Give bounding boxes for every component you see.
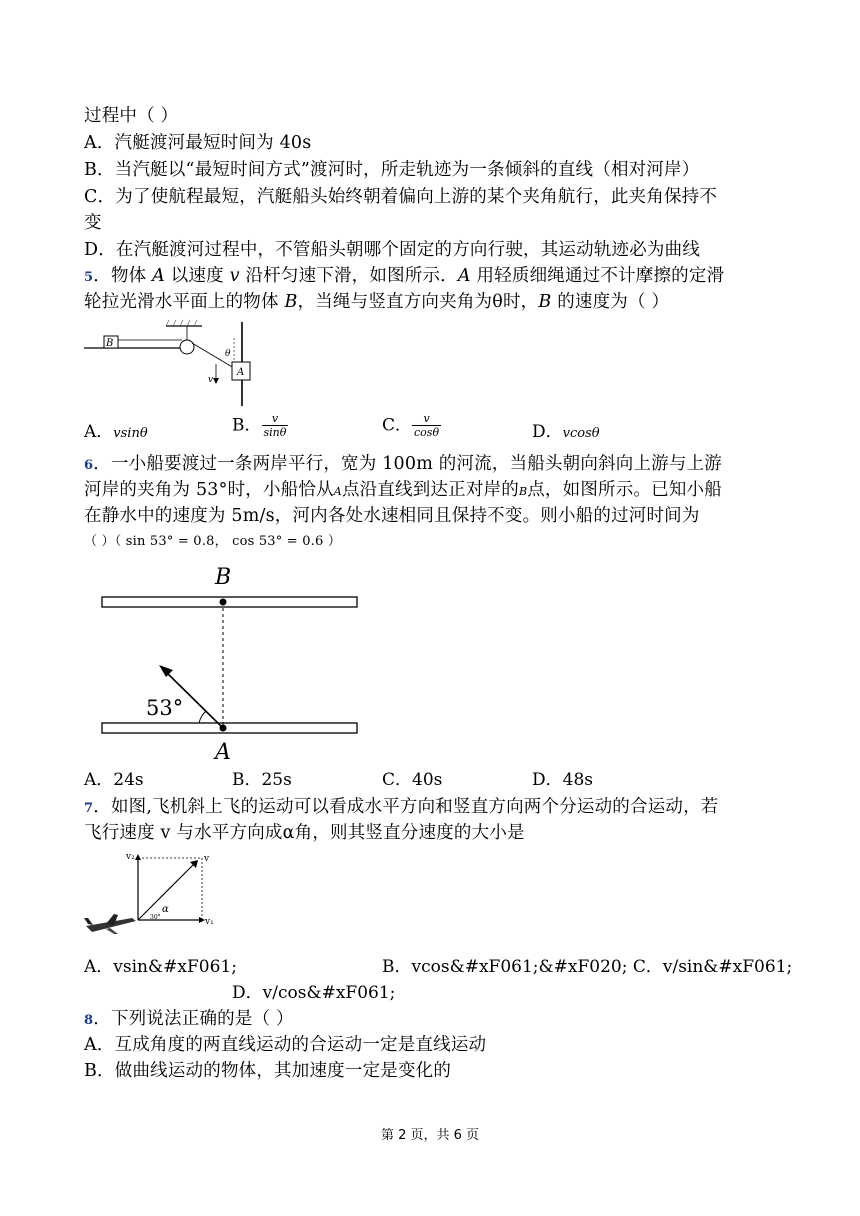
option-letter: D． — [532, 422, 563, 442]
option-letter: A． — [84, 422, 114, 442]
q5-var: B — [538, 292, 552, 312]
q5-text: 用轻质细绳通过不计摩擦的定滑 — [470, 266, 725, 286]
bottom-bank — [102, 723, 357, 733]
q5-option-b — [232, 412, 288, 439]
angle-label: 53° — [146, 696, 184, 720]
q4-option-c-cont: 变 — [84, 213, 102, 233]
q6-text: 河岸的夹角为 53°时，小船恰从 — [84, 480, 334, 500]
fraction-denominator: sinθ — [263, 426, 287, 439]
q5-figure-pulley — [84, 318, 264, 410]
q6-point: B — [518, 485, 528, 498]
q5-number: 5 — [84, 270, 94, 285]
q7-stem-line1 — [84, 795, 719, 821]
q6-option-c: C．40s — [382, 770, 443, 790]
pulley — [180, 340, 194, 354]
q6-text: 点沿直线到达正对岸的 — [341, 480, 519, 500]
q5-text: 以速度 — [164, 266, 230, 286]
q5-var: A — [457, 266, 471, 286]
q7-figure-airplane — [84, 846, 224, 938]
q6-number: 6 — [84, 458, 94, 473]
option-text: D．v/cos&#xF061; — [232, 983, 396, 1003]
alpha-label: α — [162, 904, 169, 915]
q7-text: ．如图,飞机斜上飞的运动可以看成水平方向和竖直方向两个分运动的合运动，若 — [93, 797, 719, 817]
q6-option-d: D．48s — [532, 770, 593, 790]
q5-text: 轮拉光滑水平面上的物体 — [84, 292, 285, 312]
fraction-denominator: cosθ — [414, 426, 440, 439]
q6-option-a: A．24s — [84, 770, 144, 790]
q5-var: B — [284, 292, 298, 312]
q5-text: 沿杆匀速下滑，如图所示． — [239, 266, 458, 286]
option-text: A．vsin&#xF061; — [84, 957, 237, 977]
q6-stem-line1 — [84, 452, 722, 478]
q4-option-b: B．当汽艇以“最短时间方式”渡河时，所走轨迹为一条倾斜的直线（相对河岸） — [84, 160, 700, 180]
q6-stem-line4: （ ）（ sin 53° = 0.8， cos 53° = 0.6 ） — [84, 534, 342, 549]
q7-stem-line2: 飞行速度 v 与水平方向成α角，则其竖直分速度的大小是 — [84, 823, 525, 843]
q6-stem-line2 — [84, 478, 722, 504]
q4-stem-tail: 过程中（ ） — [84, 106, 179, 126]
point-b-label: B — [215, 565, 232, 590]
option-text: B．vcos&#xF061;&#xF020; C．v/sin&#xF061; — [382, 957, 793, 977]
q7-number: 7 — [84, 801, 94, 816]
vx-label: v₁ — [205, 917, 214, 927]
q6-option-b: B．25s — [232, 770, 292, 790]
option-letter: C． — [382, 415, 413, 436]
page-footer: 第 2 页，共 6 页 — [380, 1128, 480, 1143]
q5-var: v — [229, 266, 240, 286]
q8-option-a: A．互成角度的两直线运动的合运动一定是直线运动 — [84, 1035, 487, 1055]
q8-number: 8 — [84, 1013, 94, 1028]
q7-option-bc — [382, 955, 792, 979]
q5-stem-line2 — [84, 290, 669, 314]
q8-option-b: B．做曲线运动的物体，其加速度一定是变化的 — [84, 1061, 452, 1081]
q8-stem — [84, 1007, 294, 1033]
airplane-icon — [84, 914, 136, 934]
top-bank — [102, 597, 357, 607]
q5-text: ，当绳与竖直方向夹角为θ时， — [297, 292, 539, 312]
option-letter: B． — [232, 415, 262, 436]
q6-figure-river — [84, 560, 374, 765]
q6-point: A — [333, 485, 342, 498]
option-fraction — [262, 412, 289, 439]
vy-label: v₂ — [126, 852, 135, 862]
deg-label: 30° — [150, 914, 161, 921]
q6-stem-line3: 在静水中的速度为 5m/s，河内各处水速相同且保持不变。则小船的过河时间为 — [84, 506, 700, 526]
q4-option-a: A．汽艇渡河最短时间为 40s — [84, 133, 312, 153]
q7-option-d — [232, 981, 395, 1005]
v-label: v — [204, 854, 210, 864]
velocity-label: v — [208, 375, 214, 385]
q4-option-c: C．为了使航程最短，汽艇船头始终朝着偏向上游的某个夹角航行，此夹角保持不 — [84, 187, 718, 207]
block-a-label: A — [237, 367, 245, 378]
q5-option-a — [84, 420, 148, 446]
fraction-numerator: v — [423, 412, 430, 425]
q7-option-a — [84, 955, 237, 979]
q8-text: ．下列说法正确的是（ ） — [93, 1009, 294, 1029]
q5-option-d — [532, 420, 600, 446]
q5-text: 的速度为（ ） — [551, 292, 670, 312]
option-expr: vcosθ — [562, 426, 600, 441]
q5-stem-line1 — [84, 264, 724, 290]
q6-text: ．一小船要渡过一条两岸平行，宽为 100m 的河流，当船头朝向斜向上游与上游 — [93, 454, 722, 474]
point-a-label: A — [215, 740, 231, 765]
block-b-label: B — [106, 338, 114, 349]
q5-var: A — [152, 266, 165, 286]
q5-text: ．物体 — [93, 266, 153, 286]
option-expr: vsinθ — [113, 426, 148, 441]
q4-option-d: D．在汽艇渡河过程中，不管船头朝哪个固定的方向行驶，其运动轨迹必为曲线 — [84, 240, 701, 260]
option-fraction — [412, 412, 441, 439]
q6-text: 点，如图所示。已知小船 — [527, 480, 722, 500]
q5-option-c — [382, 412, 441, 439]
fraction-numerator: v — [271, 412, 279, 425]
angle-label: θ — [225, 349, 231, 359]
